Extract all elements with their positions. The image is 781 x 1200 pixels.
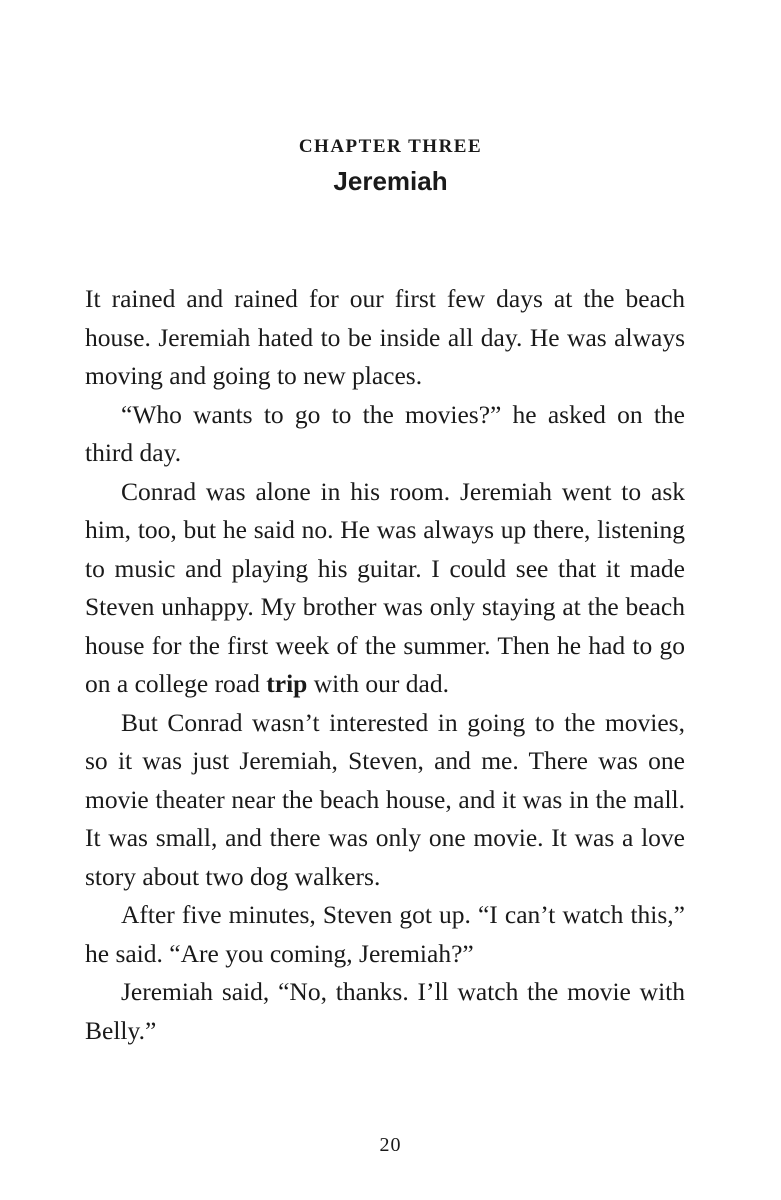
paragraph-1: It rained and rained for our first few days at the beach house. Jeremiah hated to be inside all day. He was always moving and going to new places. xyxy=(85,284,685,390)
chapter-body xyxy=(85,280,685,1050)
paragraph-4: But Conrad wasn’t interested in going to the movies, so it was just Jeremiah, Steven, and me. There was one movie theater near the beach house, and it was in the mall. It was small, and there was only one movie. It was a love story about two dog walkers. xyxy=(85,707,685,891)
page-number: 20 xyxy=(379,1134,402,1156)
paragraph-2: “Who wants to go to the movies?” he asked on the third day. xyxy=(85,399,685,467)
paragraph-3 xyxy=(85,473,685,704)
chapter-label: CHAPTER THREE xyxy=(298,136,483,157)
bold-word: trip xyxy=(266,669,308,698)
paragraph-5: After five minutes, Steven got up. “I can’t watch this,” he said. “Are you coming, Jeremiah?” xyxy=(85,900,685,968)
paragraph-3-text-after: with our dad. xyxy=(307,669,449,698)
paragraph-6: Jeremiah said, “No, thanks. I’ll watch the movie with Belly.” xyxy=(85,977,685,1045)
paragraph-3-text-before: Conrad was alone in his room. Jeremiah went to ask him, too, but he said no. He was always up there, listening to music and playing his guitar. I could see that it made Steven unhappy. My brother was only staying at the beach house for the first week of the summer. Then he had to go on a college road xyxy=(85,476,685,698)
chapter-title: Jeremiah xyxy=(333,166,448,196)
